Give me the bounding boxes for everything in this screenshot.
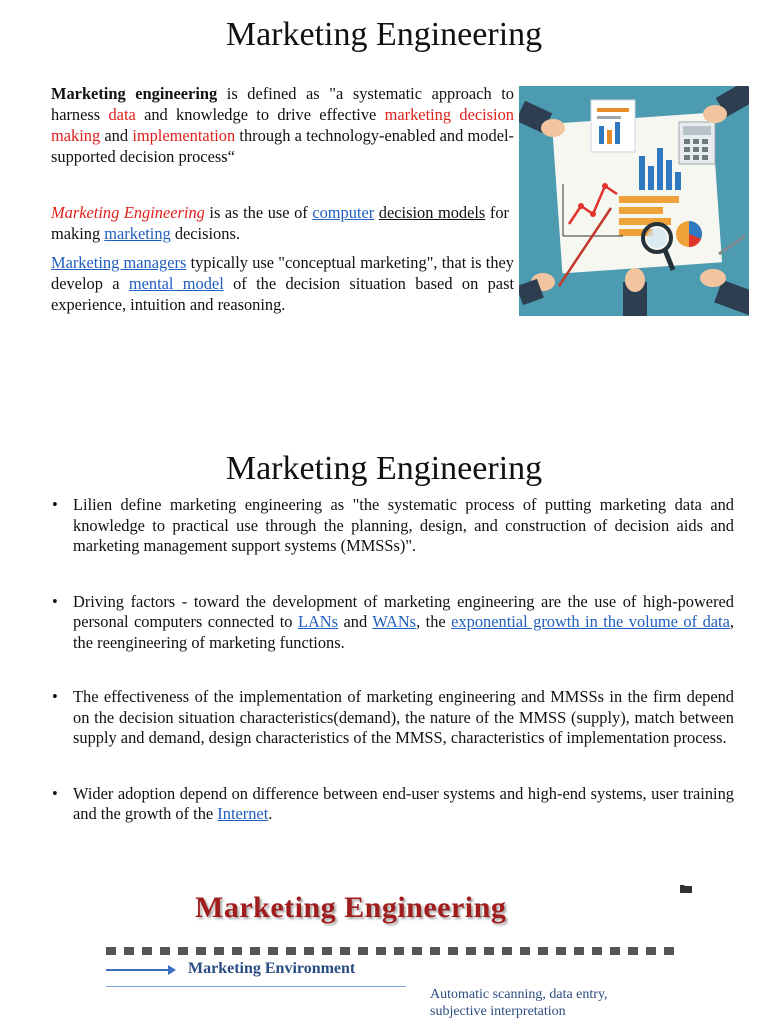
definition-text-2: and knowledge to drive effective bbox=[135, 105, 385, 124]
definition-text-3: and bbox=[100, 126, 133, 145]
term-marketing-engineering: Marketing engineering bbox=[51, 84, 218, 103]
bullet-dot: • bbox=[52, 687, 58, 706]
dashed-divider bbox=[106, 947, 682, 955]
bullet-text-3: , the bbox=[416, 612, 452, 631]
bullet-text: The effectiveness of the implementation of marketing engineering and MMSSs in the firm depend on the decision situation characteristics(demand), the nature of the MMSS (supply), match between supply and demand, design characteristics of the MMSS, characteristics of implementation process. bbox=[73, 687, 734, 747]
term-marketing-engineering-italic: Marketing Engineering bbox=[51, 203, 205, 222]
scanning-note bbox=[430, 986, 608, 1020]
link-marketing[interactable]: marketing bbox=[104, 224, 171, 243]
decision-text-1: is as the use of bbox=[204, 203, 313, 222]
decision-models-paragraph bbox=[51, 202, 509, 244]
decision-text-3: decisions. bbox=[170, 224, 240, 243]
slide-3 bbox=[0, 870, 768, 1024]
folder-icon[interactable] bbox=[680, 884, 692, 893]
link-exponential-growth[interactable]: exponential growth in the volume of data bbox=[451, 612, 730, 631]
arrow-head bbox=[168, 965, 176, 975]
definition-text-4: through a technology-enabled and model-supported decision process“ bbox=[51, 126, 514, 166]
bullet-item-effectiveness bbox=[52, 687, 734, 749]
managers-text-1: typically use "conceptual marketing", that is they develop a bbox=[51, 253, 514, 293]
bullet-item-driving-factors bbox=[52, 592, 734, 654]
link-wans[interactable]: WANs bbox=[372, 612, 417, 631]
slide-3-title: Marketing Engineering bbox=[195, 891, 507, 924]
decision-text-2: for making bbox=[51, 203, 509, 243]
bullet-item-wider-adoption bbox=[52, 784, 734, 825]
bullet-text-4: , the reengineering of marketing functions. bbox=[73, 612, 734, 652]
bullet-item-lilien bbox=[52, 495, 734, 557]
link-marketing-managers[interactable]: Marketing managers bbox=[51, 253, 187, 272]
bullet-text: Lilien define marketing engineering as "the systematic process of putting marketing data and knowledge to practical use through the planning, design, and construction of decision aids and marketing management support systems (MMSSs)". bbox=[73, 495, 734, 555]
definition-paragraph bbox=[51, 83, 514, 167]
link-internet[interactable]: Internet bbox=[217, 804, 269, 823]
bullet-dot: • bbox=[52, 591, 58, 611]
bullet-list bbox=[52, 495, 734, 825]
scanning-note-line-2: subjective interpretation bbox=[430, 1004, 566, 1019]
highlight-data: data bbox=[108, 105, 136, 124]
bullet-text-2: and bbox=[338, 612, 373, 631]
slide-2 bbox=[0, 420, 768, 870]
link-computer[interactable]: computer bbox=[312, 203, 375, 222]
arrow-right-icon bbox=[106, 969, 172, 971]
bullet-dot: • bbox=[52, 495, 58, 514]
marketing-environment-label: Marketing Environment bbox=[188, 960, 356, 977]
environment-underline bbox=[106, 986, 406, 987]
slide-3-content bbox=[100, 888, 720, 1024]
highlight-implementation: implementation bbox=[132, 126, 236, 145]
bullet-dot: • bbox=[52, 783, 58, 803]
slide-1 bbox=[0, 0, 768, 420]
slide-2-title: Marketing Engineering bbox=[225, 450, 543, 487]
bullet-text-2: . bbox=[268, 804, 273, 823]
scanning-note-line-1: Automatic scanning, data entry, bbox=[430, 987, 608, 1002]
managers-text-2: of the decision situation based on past experience, intuition and reasoning. bbox=[51, 274, 515, 314]
link-mental-model[interactable]: mental model bbox=[128, 274, 224, 293]
bullet-text-1: Wider adoption depend on difference between end-user systems and high-end systems, user training and the growth of the bbox=[73, 783, 734, 823]
managers-paragraph bbox=[51, 252, 514, 315]
marketing-analytics-illustration bbox=[519, 86, 749, 316]
link-lans[interactable]: LANs bbox=[297, 612, 339, 631]
link-decision-models[interactable]: decision models bbox=[378, 203, 486, 222]
slide-1-title: Marketing Engineering bbox=[225, 16, 543, 53]
definition-text-1: is defined as "a systematic approach to harness bbox=[51, 84, 514, 124]
highlight-marketing-decision-making: marketing decision making bbox=[51, 105, 514, 145]
bullet-text-1: Driving factors - toward the development of marketing engineering are the use of high-powered personal computers connected to bbox=[73, 591, 734, 631]
